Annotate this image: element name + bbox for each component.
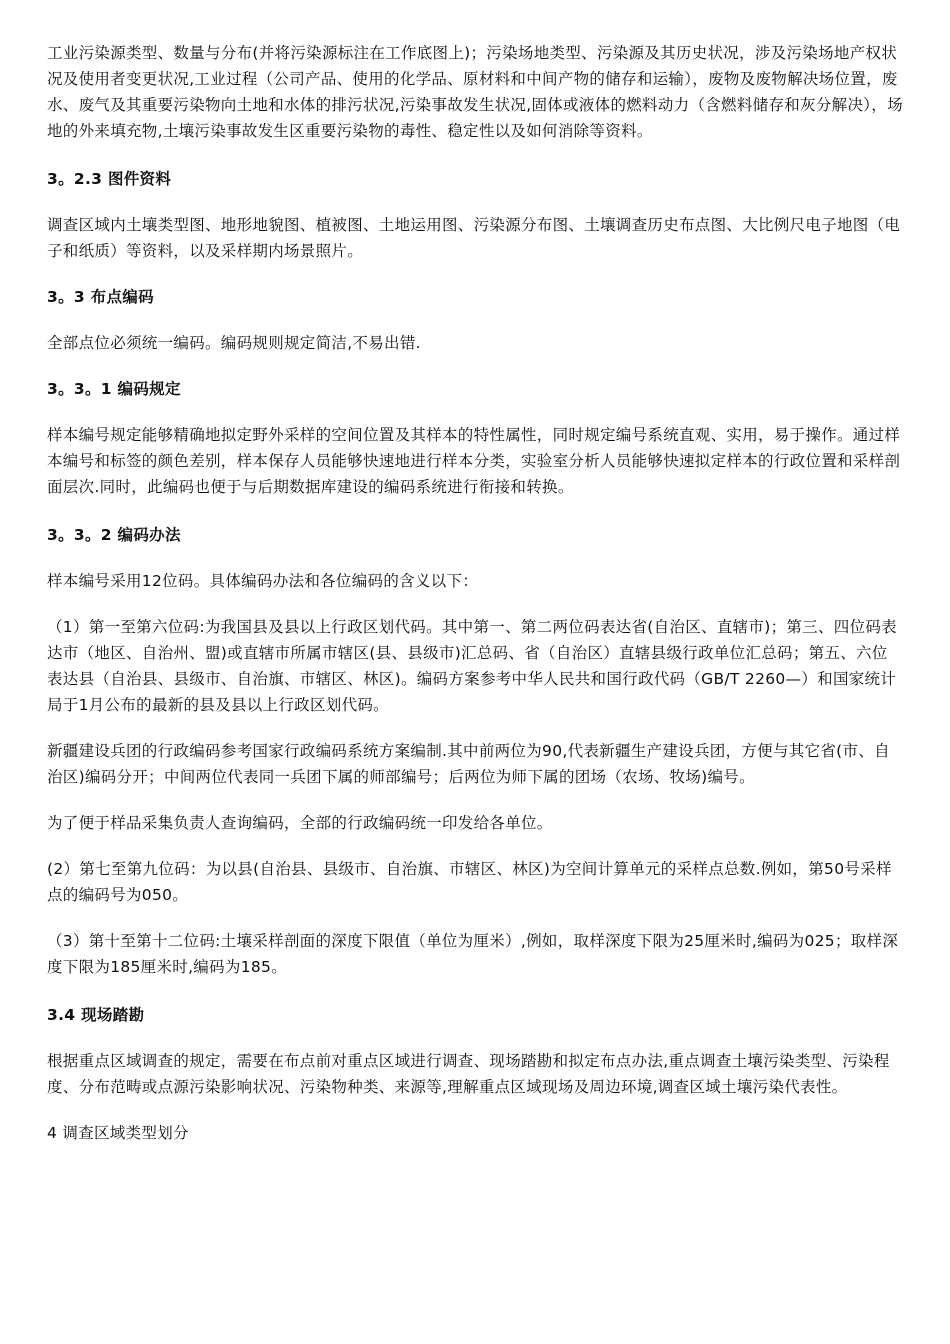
paragraph-industrial-pollution-sources: 工业污染源类型、数量与分布(并将污染源标注在工作底图上)；污染场地类型、污染源及其历史状况，涉及污染场地产权状况及使用者变更状况,工业过程（公司产品、使用的化学品、原材料和中间产物的储存和运输），废物及废物解决场位置，废水、废气及其重要污染物向土地和水体的排污状况,污染事故发生状况,固体或液体的燃料动力（含燃料储存和灰分解决），场地的外来填充物,土壤污染事故发生区重要污染物的毒性、稳定性以及如何消除等资料。 [47, 44, 903, 140]
heading-3-3: 3。3 布点编码 [47, 288, 154, 306]
heading-4: 4 调查区域类型划分 [47, 1124, 189, 1142]
paragraph-coding-rules: 样本编号规定能够精确地拟定野外采样的空间位置及其样本的特性属性，同时规定编号系统直观、实用，易于操作。通过样本编号和标签的颜色差别，样本保存人员能够快速地进行样本分类，实验室分析人员能够快速拟定样本的行政位置和采样剖面层次.同时，此编码也便于与后期数据库建设的编码系统进行衔接和转换。 [47, 426, 901, 496]
paragraph-xinjiang-corps: 新疆建设兵团的行政编码参考国家行政编码系统方案编制.其中前两位为90,代表新疆生产建设兵团，方便与其它省(市、自治区)编码分开；中间两位代表同一兵团下属的师部编号；后两位为师下属的团场（农场、牧场)编号。 [47, 742, 890, 786]
paragraph-unified-coding: 全部点位必须统一编码。编码规则规定简洁,不易出错. [47, 334, 421, 352]
paragraph-map-materials: 调查区域内土壤类型图、地形地貌图、植被图、土地运用图、污染源分布图、土壤调查历史布点图、大比例尺电子地图（电子和纸质）等资料，以及采样期内场景照片。 [47, 216, 901, 260]
paragraph-12-digit-code: 样本编号采用12位码。具体编码办法和各位编码的含义以下： [47, 572, 479, 590]
heading-3-4: 3.4 现场踏勘 [47, 1006, 145, 1024]
paragraph-code-distribution: 为了便于样品采集负责人查询编码，全部的行政编码统一印发给各单位。 [47, 814, 553, 832]
paragraph-digits-10-12: （3）第十至第十二位码:土壤采样剖面的深度下限值（单位为厘米）,例如，取样深度下限为25厘米时,编码为025；取样深度下限为185厘米时,编码为185。 [47, 932, 899, 976]
paragraph-site-survey: 根据重点区域调查的规定，需要在布点前对重点区域进行调查、现场踏勘和拟定布点办法,重点调查土壤污染类型、污染程度、分布范畴或点源污染影响状况、污染物种类、来源等,理解重点区域现场及周边环境,调查区域土壤污染代表性。 [47, 1052, 890, 1096]
heading-3-2-3: 3。2.3 图件资料 [47, 170, 172, 188]
heading-3-3-2: 3。3。2 编码办法 [47, 526, 181, 544]
paragraph-digits-1-6: （1）第一至第六位码:为我国县及县以上行政区划代码。其中第一、第二两位码表达省(自治区、直辖市)；第三、四位码表达市（地区、自治州、盟)或直辖市所属市辖区(县、县级市)汇总码、省（自治区）直辖县级行政单位汇总码；第五、六位表达县（自治县、县级市、自治旗、市辖区、林区)。编码方案参考中华人民共和国行政代码（GB/T 2260—）和国家统计局于1月公布的最新的县及县以上行政区划代码。 [47, 618, 897, 714]
paragraph-digits-7-9: (2）第七至第九位码：为以县(自治县、县级市、自治旗、市辖区、林区)为空间计算单元的采样点总数.例如，第50号采样点的编码号为050。 [47, 860, 892, 904]
heading-3-3-1: 3。3。1 编码规定 [47, 380, 181, 398]
